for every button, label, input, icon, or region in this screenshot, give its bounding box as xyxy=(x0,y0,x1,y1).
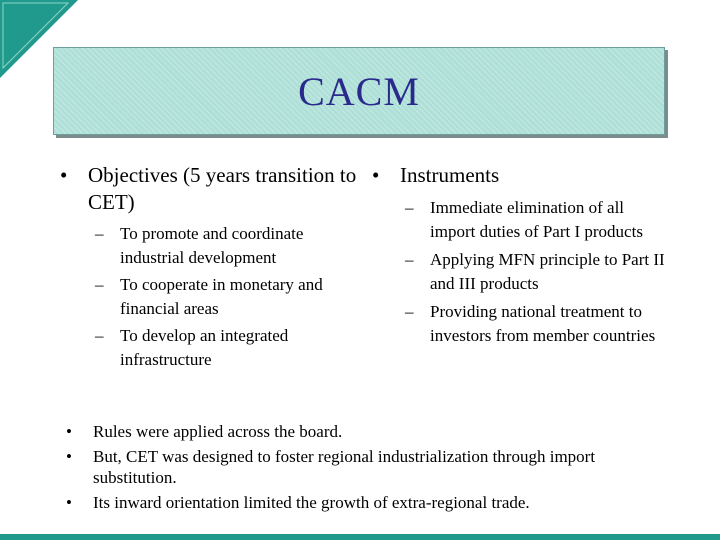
title-box xyxy=(53,47,665,135)
bullet-dot: • xyxy=(66,447,72,466)
list-item xyxy=(95,273,360,320)
note-text: Rules were applied across the board. xyxy=(93,422,343,441)
dash-marker: – xyxy=(95,326,104,345)
dash-marker: – xyxy=(405,198,414,217)
slide-title: CACM xyxy=(298,68,420,114)
objectives-sub-list xyxy=(95,222,360,371)
note-text: But, CET was designed to foster regional industrialization through import substitution. xyxy=(93,447,596,487)
dash-marker: – xyxy=(405,302,414,321)
instruments-bullet xyxy=(372,162,672,189)
list-item xyxy=(66,421,666,442)
list-item xyxy=(405,248,672,296)
list-item xyxy=(66,492,666,513)
instrument-text: Applying MFN principle to Part II and III products xyxy=(430,250,665,293)
notes-list xyxy=(66,421,666,517)
bullet-dot: • xyxy=(60,163,68,187)
objectives-heading: Objectives (5 years transition to CET) xyxy=(88,163,357,214)
instruments-column xyxy=(372,162,672,352)
list-item xyxy=(405,300,672,348)
objectives-column xyxy=(60,162,360,375)
instruments-heading: Instruments xyxy=(400,163,500,187)
objective-text: To develop an integrated infrastructure xyxy=(120,326,289,369)
list-item xyxy=(95,324,360,371)
list-item xyxy=(405,196,672,244)
list-item xyxy=(95,222,360,269)
bullet-dot: • xyxy=(66,493,72,512)
bullet-dot: • xyxy=(66,422,72,441)
dash-marker: – xyxy=(405,250,414,269)
objectives-bullet xyxy=(60,162,360,216)
bullet-dot: • xyxy=(372,163,380,187)
objective-text: To promote and coordinate industrial development xyxy=(120,224,304,267)
list-item xyxy=(66,446,666,488)
instruments-sub-list xyxy=(405,196,672,348)
instrument-text: Immediate elimination of all import duties of Part I products xyxy=(430,198,643,241)
instrument-text: Providing national treatment to investors from member countries xyxy=(430,302,656,345)
bottom-accent-bar xyxy=(0,534,720,540)
dash-marker: – xyxy=(95,275,104,294)
note-text: Its inward orientation limited the growth of extra-regional trade. xyxy=(93,493,530,512)
dash-marker: – xyxy=(95,224,104,243)
objective-text: To cooperate in monetary and financial areas xyxy=(120,275,323,318)
